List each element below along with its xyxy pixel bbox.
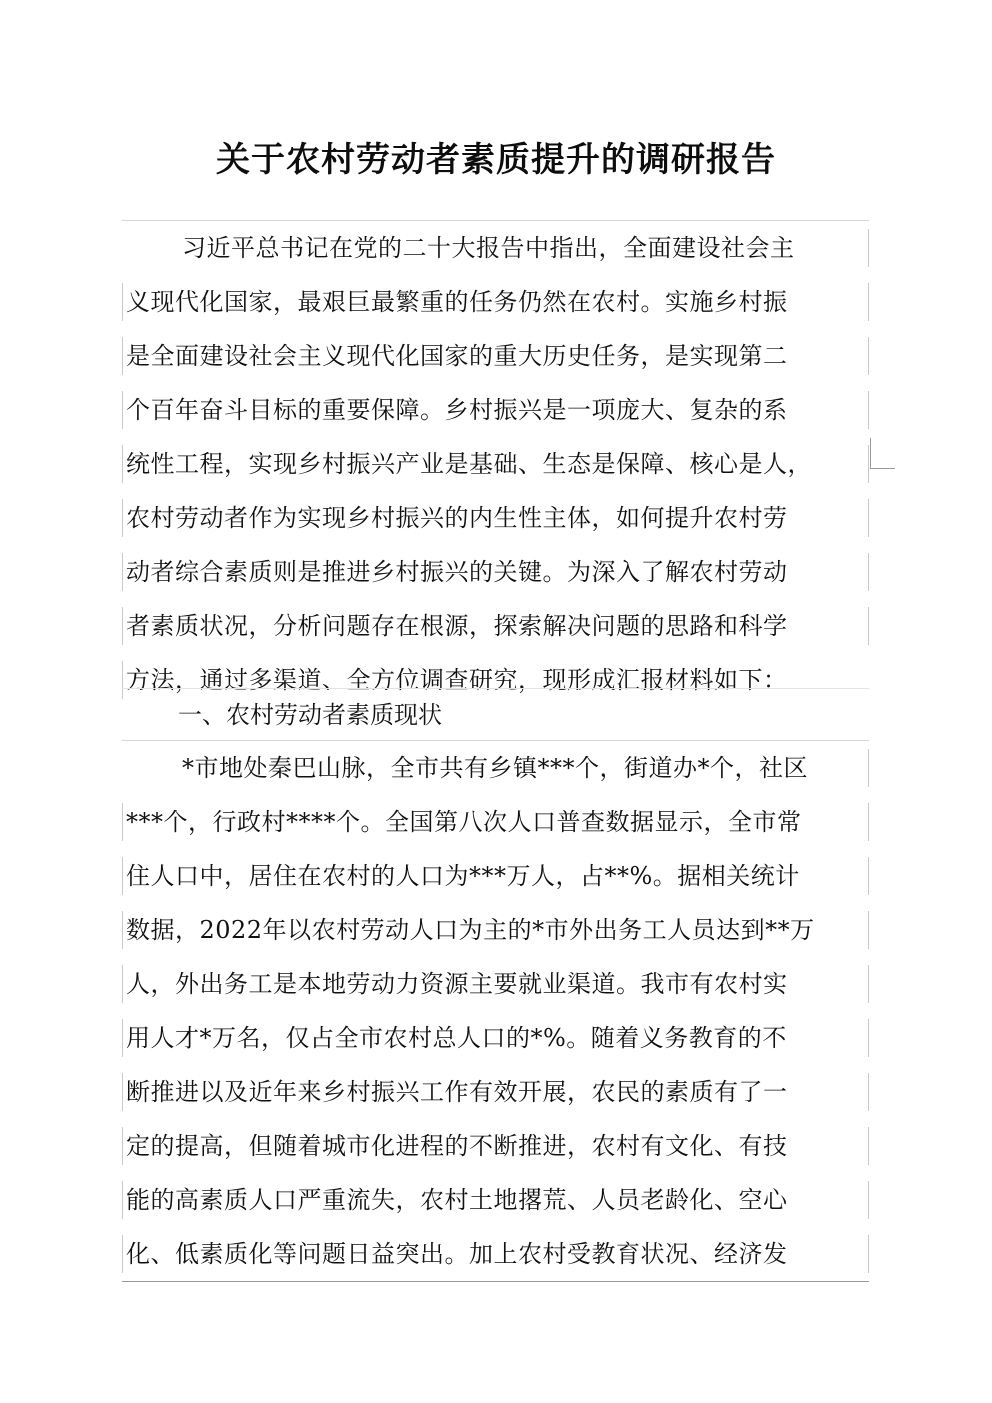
intro-line: 是全面建设社会主义现代化国家的重大历史任务，是实现第二 <box>122 329 869 383</box>
body-line: 定的提高，但随着城市化进程的不断推进，农村有文化、有技 <box>122 1119 869 1173</box>
section-heading: 一、农村劳动者素质现状 <box>178 701 442 729</box>
body-line: 住人口中，居住在农村的人口为***万人，占**%。据相关统计 <box>122 849 869 903</box>
revision-mark <box>870 438 895 469</box>
intro-line: 个百年奋斗目标的重要保障。乡村振兴是一项庞大、复杂的系 <box>122 383 869 437</box>
document-title: 关于农村劳动者素质提升的调研报告 <box>216 140 776 180</box>
body-line: 断推进以及近年来乡村振兴工作有效开展，农民的素质有了一 <box>122 1065 869 1119</box>
intro-line: 动者综合素质则是推进乡村振兴的关键。为深入了解农村劳动 <box>122 545 869 599</box>
intro-paragraph <box>122 220 869 707</box>
body-line: 人，外出务工是本地劳动力资源主要就业渠道。我市有农村实 <box>122 957 869 1011</box>
intro-line: 义现代化国家，最艰巨最繁重的任务仍然在农村。实施乡村振 <box>122 275 869 329</box>
body-line: 化、低素质化等问题日益突出。加上农村受教育状况、经济发 <box>122 1227 869 1281</box>
body-paragraph <box>122 740 869 1282</box>
intro-line: 方法，通过多渠道、全方位调查研究，现形成汇报材料如下： <box>122 653 869 707</box>
intro-line: 统性工程，实现乡村振兴产业是基础、生态是保障、核心是人， <box>122 437 869 491</box>
body-line: 能的高素质人口严重流失，农村土地撂荒、人员老龄化、空心 <box>122 1173 869 1227</box>
body-line: ***个，行政村****个。全国第八次人口普查数据显示，全市常 <box>122 795 869 849</box>
intro-line: 者素质状况，分析问题存在根源，探索解决问题的思路和科学 <box>122 599 869 653</box>
intro-line: 习近平总书记在党的二十大报告中指出，全面建设社会主 <box>122 221 869 275</box>
body-line: 数据，2022年以农村劳动人口为主的*市外出务工人员达到**万 <box>122 903 869 957</box>
section-heading-box <box>122 688 869 741</box>
intro-line: 农村劳动者作为实现乡村振兴的内生性主体，如何提升农村劳 <box>122 491 869 545</box>
body-line: *市地处秦巴山脉，全市共有乡镇***个，街道办*个，社区 <box>122 741 869 795</box>
body-line: 用人才*万名，仅占全市农村总人口的*%。随着义务教育的不 <box>122 1011 869 1065</box>
